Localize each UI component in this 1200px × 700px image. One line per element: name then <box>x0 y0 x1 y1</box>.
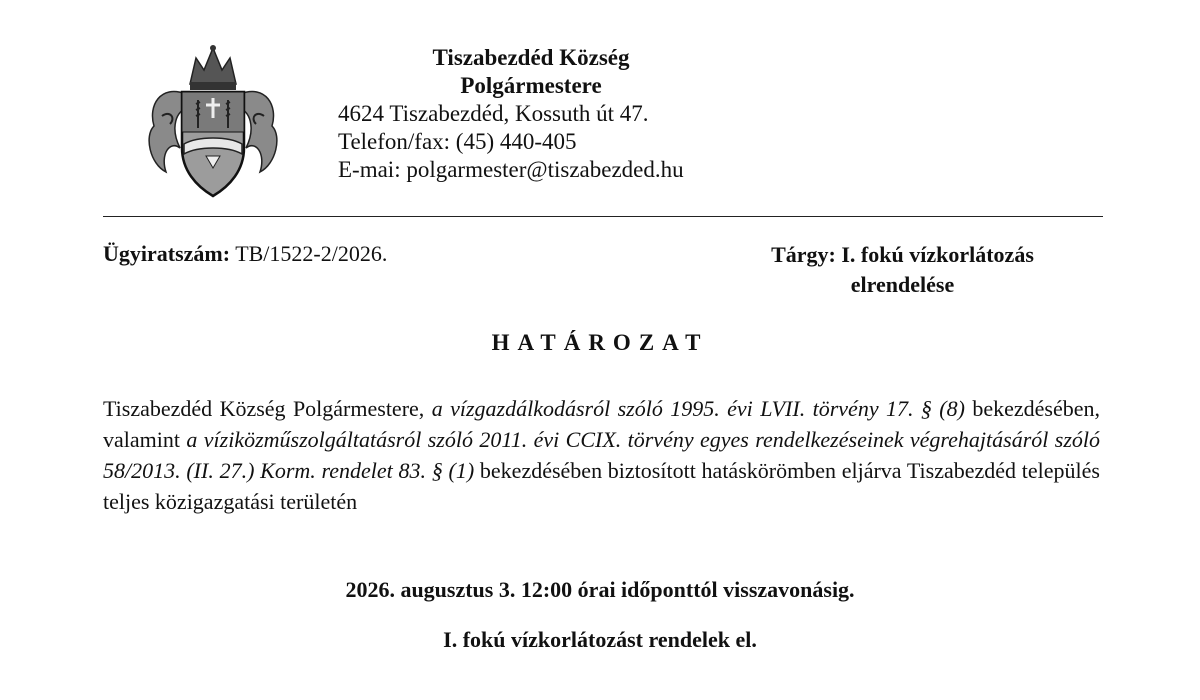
decision-date: 2026. augusztus 3. 12:00 órai időponttól visszavonásig. <box>345 577 855 602</box>
header-divider <box>103 216 1103 217</box>
legal-reference-2: a víziközműszolgáltatásról szóló 2011. évi CCIX. törvény egyes rendelkezéseinek végrehajtásáról szóló 58/2013. (II. 27.) Korm. rendelet 83. § (1) <box>103 427 1100 483</box>
subject-line-2: elrendelése <box>850 272 955 297</box>
letterhead <box>338 44 838 184</box>
document-title: HATÁROZAT <box>491 330 709 355</box>
email: E-mai: polgarmester@tiszabezded.hu <box>338 157 684 182</box>
address: 4624 Tiszabezdéd, Kossuth út 47. <box>338 101 649 126</box>
body-paragraph <box>103 393 1100 517</box>
body-part-2: bekezdésében, valamint <box>103 396 1100 452</box>
phone: Telefon/fax: (45) 440-405 <box>338 129 577 154</box>
legal-reference-1: a vízgazdálkodásról szóló 1995. évi LVII. törvény 17. § (8) <box>431 396 965 421</box>
subject-block <box>745 240 1060 300</box>
coat-of-arms-icon <box>140 44 286 204</box>
case-label: Ügyiratszám: <box>103 241 231 266</box>
case-number: TB/1522-2/2026. <box>235 241 388 266</box>
body-part-3: bekezdésében biztosított hatáskörömben eljárva Tiszabezdéd település teljes közigazgatási területén <box>103 458 1100 514</box>
decision-statement: I. fokú vízkorlátozást rendelek el. <box>443 627 757 652</box>
subject-line-1: I. fokú vízkorlátozás <box>841 242 1034 267</box>
municipality-name: Tiszabezdéd Község <box>432 45 630 70</box>
body-part-1: Tiszabezdéd Község Polgármestere, <box>103 396 432 421</box>
office-name: Polgármestere <box>460 73 602 98</box>
case-number-line <box>103 240 387 268</box>
subject-label: Tárgy: <box>771 242 836 267</box>
